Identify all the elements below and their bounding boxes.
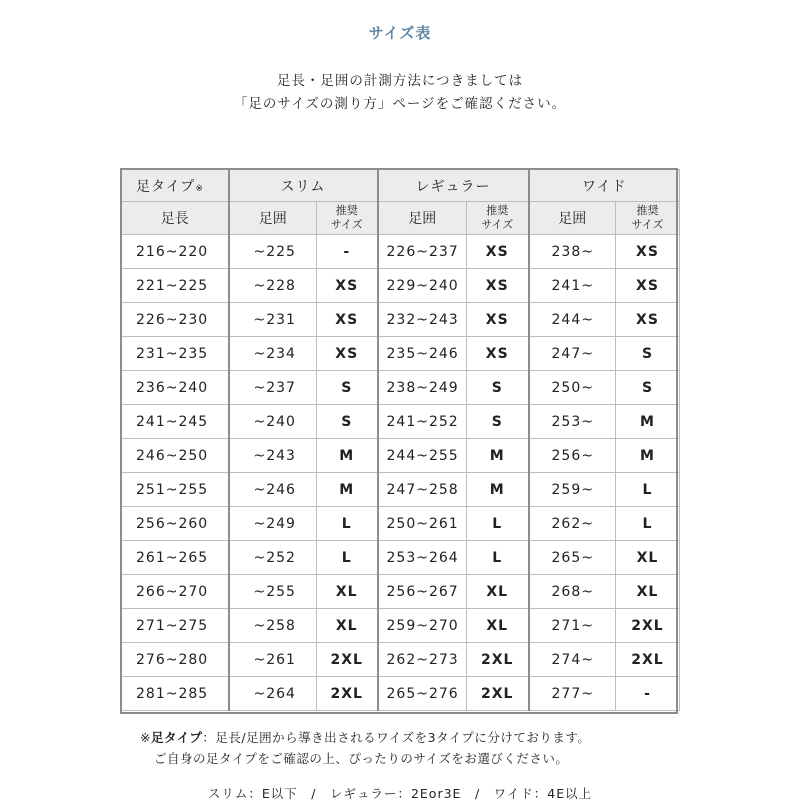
foot-length-cell: 241~245 [122,405,229,439]
wide-girth-cell: 274~ [529,643,616,677]
regular-girth-cell: 241~252 [378,405,467,439]
foot-length-cell: 216~220 [122,235,229,269]
table-row [122,371,680,405]
regular-girth-cell: 232~243 [378,303,467,337]
wide-size-cell: M [616,439,680,473]
foot-length-cell: 276~280 [122,643,229,677]
wide-girth-cell: 244~ [529,303,616,337]
note-line-1: ※足タイプ：足長/足囲から導き出されるワイズを3タイプに分けております。 [140,730,591,745]
slim-girth-cell: ~225 [229,235,317,269]
recommended-size-header: 推奨 サイズ [467,202,529,235]
regular-girth-cell: 259~270 [378,609,467,643]
table-header-row-1 [122,170,680,202]
slim-girth-cell: ~255 [229,575,317,609]
wide-size-cell: XL [616,541,680,575]
regular-girth-cell: 226~237 [378,235,467,269]
regular-girth-cell: 256~267 [378,575,467,609]
wide-size-cell: XS [616,235,680,269]
foot-length-cell: 256~260 [122,507,229,541]
wide-size-cell: S [616,371,680,405]
slim-girth-cell: ~264 [229,677,317,711]
slim-size-cell: 2XL [317,677,378,711]
wide-girth-cell: 253~ [529,405,616,439]
size-table [121,169,680,711]
regular-size-cell: L [467,541,529,575]
regular-girth-cell: 244~255 [378,439,467,473]
regular-size-cell: 2XL [467,677,529,711]
regular-size-cell: XS [467,235,529,269]
regular-girth-cell: 262~273 [378,643,467,677]
table-row [122,303,680,337]
table-row [122,609,680,643]
wide-size-cell: XS [616,303,680,337]
regular-size-cell: XL [467,575,529,609]
foot-type-header: 足タイプ※ [122,170,229,202]
foot-length-cell: 261~265 [122,541,229,575]
foot-length-cell: 271~275 [122,609,229,643]
wide-size-cell: L [616,473,680,507]
slim-girth-cell: ~228 [229,269,317,303]
wide-size-cell: XS [616,269,680,303]
regular-size-cell: XS [467,303,529,337]
regular-girth-cell: 265~276 [378,677,467,711]
note-line-2: ご自身の足タイプをご確認の上、ぴったりのサイズをお選びください。 [154,751,569,766]
wide-size-cell: 2XL [616,609,680,643]
slim-size-cell: XL [317,609,378,643]
regular-girth-cell: 247~258 [378,473,467,507]
regular-size-cell: XS [467,269,529,303]
slim-girth-cell: ~237 [229,371,317,405]
slim-size-cell: XS [317,303,378,337]
regular-girth-cell: 253~264 [378,541,467,575]
wide-girth-cell: 271~ [529,609,616,643]
intro-text [0,70,800,116]
page-title: サイズ表 [368,24,432,42]
regular-girth-cell: 235~246 [378,337,467,371]
girth-header: 足囲 [529,202,616,235]
table-row [122,507,680,541]
wide-girth-cell: 268~ [529,575,616,609]
slim-size-cell: M [317,439,378,473]
regular-girth-cell: 238~249 [378,371,467,405]
slim-girth-cell: ~234 [229,337,317,371]
intro-line-1: 足長・足囲の計測方法につきましては [276,73,524,89]
foot-length-cell: 251~255 [122,473,229,507]
slim-size-cell: S [317,371,378,405]
slim-girth-cell: ~246 [229,473,317,507]
wide-size-cell: L [616,507,680,541]
regular-size-cell: S [467,371,529,405]
slim-girth-cell: ~258 [229,609,317,643]
intro-line-2: 「足のサイズの測り方」ページをご確認ください。 [233,96,567,112]
table-row [122,643,680,677]
slim-girth-cell: ~249 [229,507,317,541]
slim-size-cell: - [317,235,378,269]
group-header-regular: レギュラー [378,170,529,202]
group-header-slim: スリム [229,170,378,202]
wide-size-cell: - [616,677,680,711]
wide-size-cell: M [616,405,680,439]
wide-girth-cell: 265~ [529,541,616,575]
regular-girth-cell: 250~261 [378,507,467,541]
wide-girth-cell: 247~ [529,337,616,371]
wide-size-cell: 2XL [616,643,680,677]
table-row [122,541,680,575]
size-table-body [122,235,680,711]
group-header-wide: ワイド [529,170,680,202]
foot-length-cell: 231~235 [122,337,229,371]
regular-size-cell: L [467,507,529,541]
slim-girth-cell: ~261 [229,643,317,677]
table-row [122,677,680,711]
regular-size-cell: XS [467,337,529,371]
regular-size-cell: M [467,439,529,473]
wide-girth-cell: 241~ [529,269,616,303]
girth-header: 足囲 [229,202,317,235]
regular-size-cell: 2XL [467,643,529,677]
foot-length-cell: 281~285 [122,677,229,711]
foot-length-cell: 226~230 [122,303,229,337]
slim-girth-cell: ~252 [229,541,317,575]
foot-length-cell: 246~250 [122,439,229,473]
table-row [122,269,680,303]
foot-length-cell: 266~270 [122,575,229,609]
slim-girth-cell: ~243 [229,439,317,473]
recommended-size-header: 推奨 サイズ [616,202,680,235]
slim-girth-cell: ~240 [229,405,317,439]
slim-size-cell: S [317,405,378,439]
foot-length-cell: 221~225 [122,269,229,303]
regular-girth-cell: 229~240 [378,269,467,303]
regular-size-cell: S [467,405,529,439]
slim-size-cell: L [317,541,378,575]
table-row [122,405,680,439]
foot-type-note [140,727,700,769]
wide-size-cell: XL [616,575,680,609]
table-row [122,575,680,609]
regular-size-cell: XL [467,609,529,643]
regular-size-cell: M [467,473,529,507]
slim-size-cell: XL [317,575,378,609]
wide-girth-cell: 277~ [529,677,616,711]
recommended-size-header: 推奨 サイズ [317,202,378,235]
width-legend: スリム：E以下 / レギュラー：2Eor3E / ワイド：4E以上 [207,786,593,801]
foot-length-cell: 236~240 [122,371,229,405]
foot-length-header: 足長 [122,202,229,235]
slim-size-cell: M [317,473,378,507]
table-row [122,439,680,473]
slim-size-cell: L [317,507,378,541]
slim-size-cell: XS [317,269,378,303]
girth-header: 足囲 [378,202,467,235]
wide-girth-cell: 259~ [529,473,616,507]
table-header-row-2 [122,202,680,235]
slim-girth-cell: ~231 [229,303,317,337]
wide-girth-cell: 262~ [529,507,616,541]
wide-size-cell: S [616,337,680,371]
table-row [122,473,680,507]
slim-size-cell: XS [317,337,378,371]
table-row [122,337,680,371]
slim-size-cell: 2XL [317,643,378,677]
wide-girth-cell: 250~ [529,371,616,405]
table-row [122,235,680,269]
wide-girth-cell: 256~ [529,439,616,473]
wide-girth-cell: 238~ [529,235,616,269]
